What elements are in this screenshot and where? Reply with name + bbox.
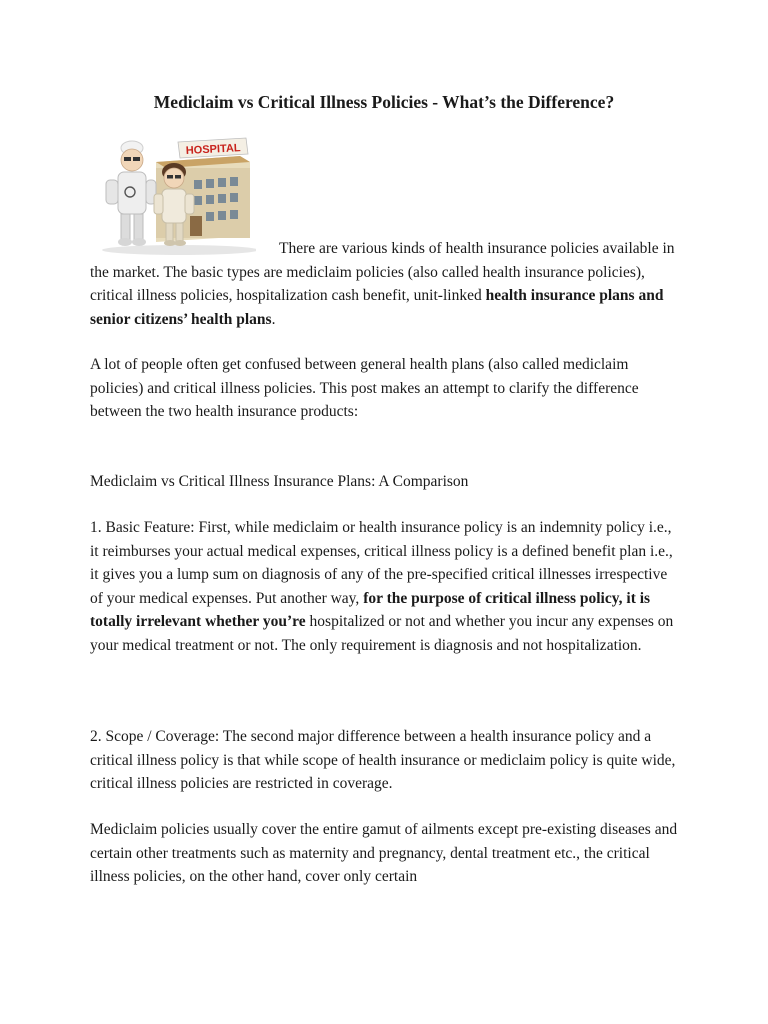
point-basic-feature (90, 516, 680, 657)
intro-bold-text: health insurance plans and senior citizens’ health plans (90, 287, 664, 328)
intro-tail: . (271, 310, 276, 328)
point1-text-before: 1. Basic Feature: First, while mediclaim or health insurance policy is an indemnity policy i.e., it reimburses your actual medical expenses, critical illness policy is a defined benefit plan i.e., it gives you a lump sum on diagnosis of any of the pre-specified critical illnesses irrespective of your medical expenses. Put another way, (90, 519, 673, 607)
point1-bold-text: for the purpose of critical illness policy, it is totally irrelevant whether you’re (90, 589, 651, 630)
intro-paragraph (90, 237, 680, 331)
confusion-paragraph: A lot of people often get confused between general health plans (also called mediclaim policies) and critical illness policies. This post makes an attempt to clarify the difference between the two health insurance products: (90, 356, 639, 420)
hospital-sign-text: HOSPITAL (185, 142, 241, 157)
page-title: Mediclaim vs Critical Illness Policies - What’s the Difference? (153, 92, 615, 112)
point1-text-after: hospitalized or not and whether you incur any expenses on your medical treatment or not. The only requirement is diagnosis and not hospitalization. (90, 613, 674, 654)
doctor-male-figure (106, 141, 156, 246)
mediclaim-coverage-paragraph: Mediclaim policies usually cover the entire gamut of ailments except pre-existing diseases and certain other treatments such as maternity and pregnancy, dental treatment etc., the critical illness policies, on the other hand, cover only certain (90, 821, 678, 885)
point-scope-coverage: 2. Scope / Coverage: The second major difference between a health insurance policy and a critical illness policy is that while scope of health insurance or mediclaim policy is quite wide, critical illness policies are restricted in coverage. (90, 728, 676, 792)
intro-text: There are various kinds of health insurance policies available in the market. The basic types are mediclaim policies (also called health insurance policies), critical illness policies, hospitalization cash benefit, unit-linked (90, 240, 675, 304)
comparison-heading: Mediclaim vs Critical Illness Insurance Plans: A Comparison (90, 473, 469, 490)
